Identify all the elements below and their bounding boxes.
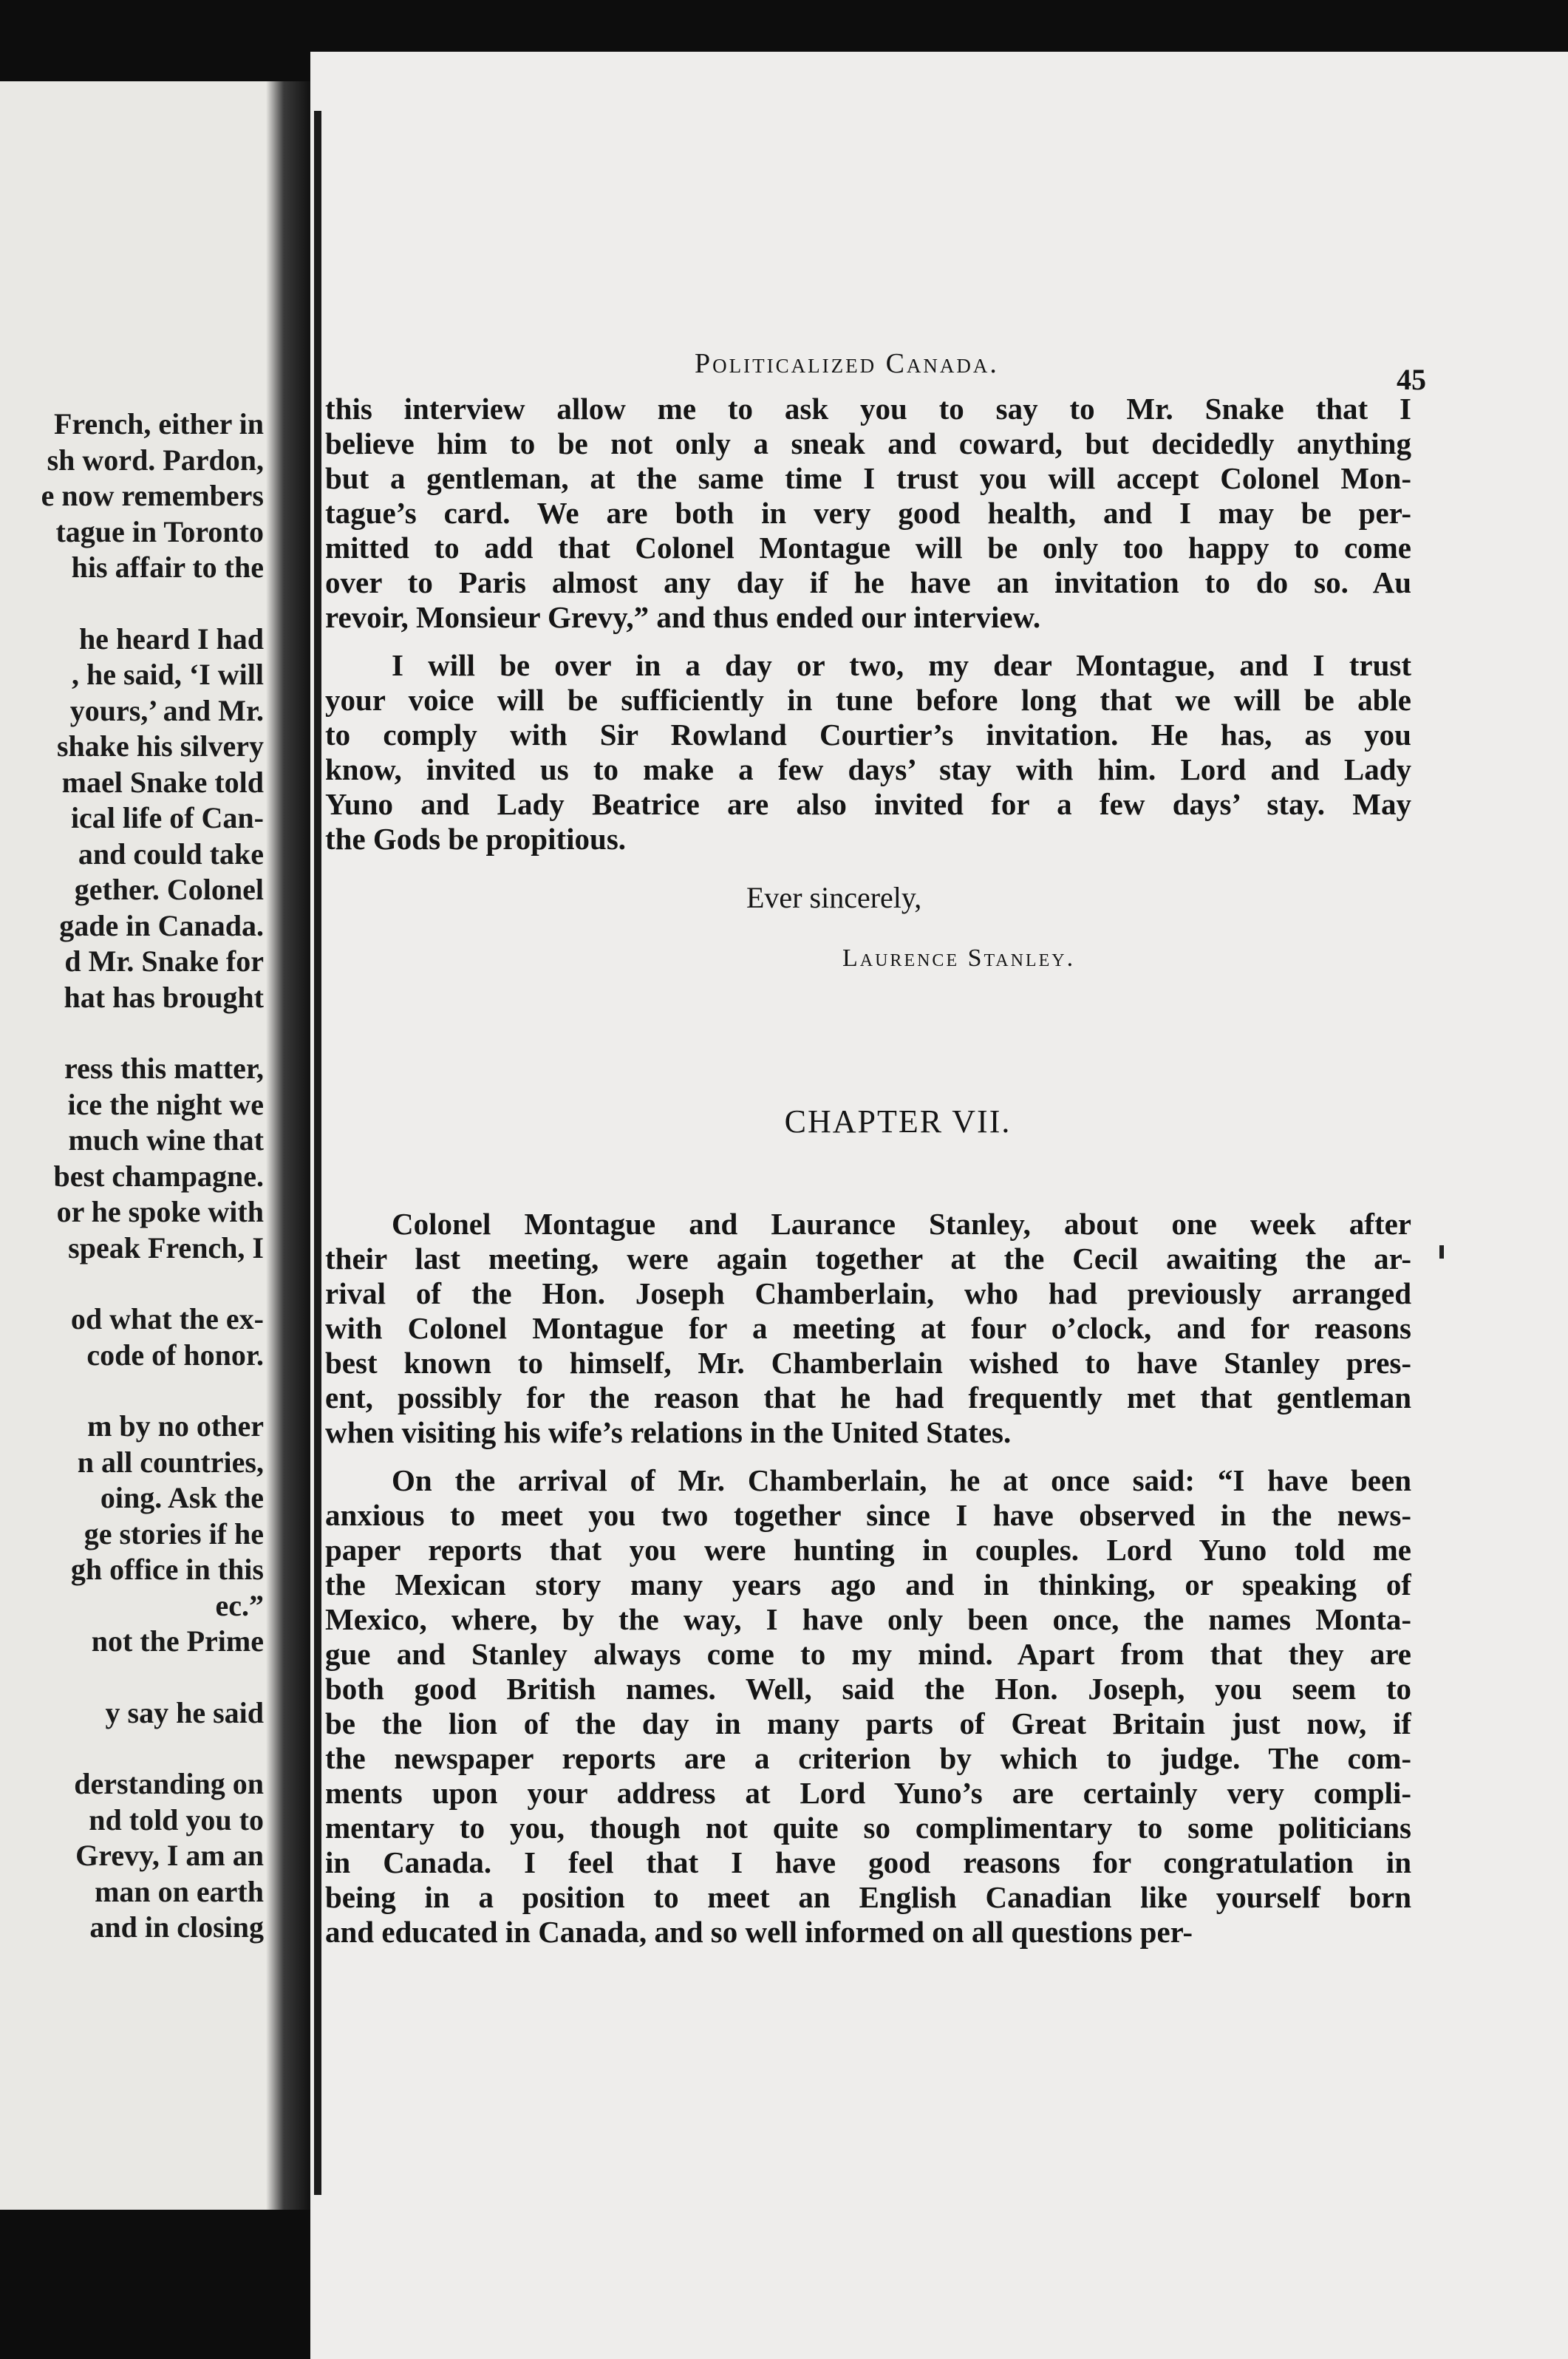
text-line: being in a position to meet an English Canadian like yourself born: [325, 1880, 1411, 1914]
left-page-line: ress this matter,: [64, 1052, 264, 1085]
running-title: Politicalized Canada.: [695, 348, 999, 379]
text-line: anxious to meet you two together since I have observed in the news-: [325, 1498, 1411, 1532]
left-page-line: ice the night we: [67, 1087, 264, 1121]
spine-edge: [314, 111, 321, 2195]
left-page-line: hat has brought: [64, 980, 264, 1014]
text-line: the Gods be propitious.: [325, 822, 627, 856]
text-line: in Canada. I feel that I have good reasons for congratulation in: [325, 1845, 1411, 1879]
letter-paragraph-2: [325, 648, 1411, 857]
left-page-line: gh office in this: [70, 1553, 264, 1586]
left-page-line: derstanding on: [74, 1767, 264, 1800]
text-line: this interview allow me to ask you to say to Mr. Snake that I: [325, 392, 1411, 426]
text-line: with Colonel Montague for a meeting at four o’clock, and for reasons: [325, 1311, 1411, 1345]
letter-closing: Ever sincerely,: [746, 881, 922, 914]
left-page-line: code of honor.: [86, 1338, 264, 1372]
left-facing-page: [0, 81, 277, 2210]
text-line: rival of the Hon. Joseph Chamberlain, who had previously arranged: [325, 1276, 1411, 1310]
text-line: and educated in Canada, and so well informed on all questions per-: [325, 1915, 1193, 1949]
left-page-line: he heard I had: [78, 622, 264, 656]
text-line: be the lion of the day in many parts of Great Britain just now, if: [325, 1706, 1411, 1740]
page-content: [325, 340, 1426, 1950]
left-page-line: or he spoke with: [56, 1195, 264, 1228]
left-page-line: od what the ex-: [70, 1302, 264, 1335]
left-page-line: n all countries,: [77, 1445, 264, 1479]
text-line: Colonel Montague and Laurance Stanley, about one week after: [392, 1207, 1411, 1241]
text-line: best known to himself, Mr. Chamberlain wished to have Stanley pres-: [325, 1346, 1411, 1380]
left-page-line: sh word. Pardon,: [47, 443, 264, 477]
chapter-heading: CHAPTER VII.: [784, 1103, 1012, 1140]
left-page-line: ical life of Can-: [70, 801, 264, 834]
left-page-line: French, either in: [53, 407, 264, 440]
text-line: mitted to add that Colonel Montague will be only too happy to come: [325, 531, 1411, 565]
text-line: when visiting his wife’s relations in the United States.: [325, 1415, 1012, 1449]
left-page-text: [0, 406, 264, 1946]
left-page-line: , he said, ‘I will: [71, 658, 264, 691]
text-line: their last meeting, were again together at the Cecil awaiting the ar-: [325, 1242, 1411, 1276]
chapter-paragraph-1: [325, 1207, 1411, 1450]
left-page-line: nd told you to: [89, 1803, 264, 1837]
text-line: believe him to be not only a sneak and coward, but decidedly anything: [325, 426, 1411, 460]
left-page-gap: [0, 1266, 264, 1301]
left-page-line: much wine that: [68, 1123, 264, 1157]
scan-speck: [1439, 1245, 1444, 1259]
text-line: know, invited us to make a few days’ stay with him. Lord and Lady: [325, 752, 1411, 786]
left-page-line: m by no other: [87, 1409, 264, 1443]
left-page-gap: [0, 1731, 264, 1766]
text-line: the newspaper reports are a criterion by which to judge. The com-: [325, 1741, 1411, 1775]
left-page-line: d Mr. Snake for: [64, 944, 264, 978]
left-page-line: y say he said: [105, 1695, 264, 1729]
text-line: to comply with Sir Rowland Courtier’s invitation. He has, as you: [325, 718, 1411, 752]
text-line: On the arrival of Mr. Chamberlain, he at once said: “I have been: [392, 1463, 1411, 1497]
left-page-gap: [0, 1660, 264, 1695]
left-page-line: yours,’ and Mr.: [69, 693, 264, 727]
gutter-shadow: [266, 81, 310, 2210]
left-page-line: speak French, I: [68, 1230, 264, 1264]
letter-signature: Laurence Stanley.: [842, 944, 1076, 972]
left-page-line: and could take: [78, 837, 264, 871]
chapter-paragraph-2: [325, 1463, 1411, 1950]
left-page-line: tague in Toronto: [55, 514, 264, 548]
left-page-line: mael Snake told: [61, 765, 264, 799]
left-page-gap: [0, 1015, 264, 1051]
text-line: I will be over in a day or two, my dear Montague, and I trust: [392, 648, 1411, 682]
text-line: the Mexican story many years ago and in thinking, or speaking of: [325, 1567, 1411, 1601]
left-page-line: and in closing: [89, 1910, 264, 1944]
left-page-line: Grevy, I am an: [75, 1839, 264, 1872]
text-line: over to Paris almost any day if he have an invitation to do so. Au: [325, 565, 1411, 599]
left-page-line: gade in Canada.: [59, 908, 264, 942]
text-line: ments upon your address at Lord Yuno’s are certainly very compli-: [325, 1776, 1411, 1810]
text-line: paper reports that you were hunting in couples. Lord Yuno told me: [325, 1533, 1411, 1567]
text-line: but a gentleman, at the same time I trust you will accept Colonel Mon-: [325, 461, 1411, 495]
text-line: your voice will be sufficiently in tune before long that we will be able: [325, 683, 1411, 717]
text-line: tague’s card. We are both in very good health, and I may be per-: [325, 496, 1411, 530]
text-line: ent, possibly for the reason that he had frequently met that gentleman: [325, 1381, 1411, 1415]
chapter-body: [325, 1207, 1411, 1950]
left-page-line: his affair to the: [71, 551, 264, 584]
text-line: gue and Stanley always come to my mind. Apart from that they are: [325, 1637, 1411, 1671]
left-page-line: ge stories if he: [83, 1516, 264, 1550]
left-page-line: ec.”: [215, 1588, 264, 1622]
left-page-line: not the Prime: [91, 1624, 264, 1658]
left-page-line: oing. Ask the: [100, 1481, 264, 1514]
text-line: Yuno and Lady Beatrice are also invited for a few days’ stay. May: [325, 787, 1411, 821]
running-head: [325, 340, 1426, 396]
text-line: revoir, Monsieur Grevy,” and thus ended our interview.: [325, 600, 1041, 634]
text-line: Mexico, where, by the way, I have only been once, the names Monta-: [325, 1602, 1411, 1636]
left-page-line: gether. Colonel: [74, 873, 264, 906]
text-line: both good British names. Well, said the Hon. Joseph, you seem to: [325, 1672, 1411, 1706]
left-page-gap: [0, 586, 264, 622]
left-page-line: shake his silvery: [56, 729, 264, 763]
left-page-line: e now remembers: [41, 479, 264, 512]
left-page-line: man on earth: [95, 1874, 264, 1908]
left-page-gap: [0, 1373, 264, 1409]
page-number: 45: [1397, 363, 1426, 396]
letter-paragraph-1: [325, 392, 1411, 635]
left-page-line: best champagne.: [53, 1159, 264, 1193]
text-line: mentary to you, though not quite so complimentary to some politicians: [325, 1811, 1411, 1845]
